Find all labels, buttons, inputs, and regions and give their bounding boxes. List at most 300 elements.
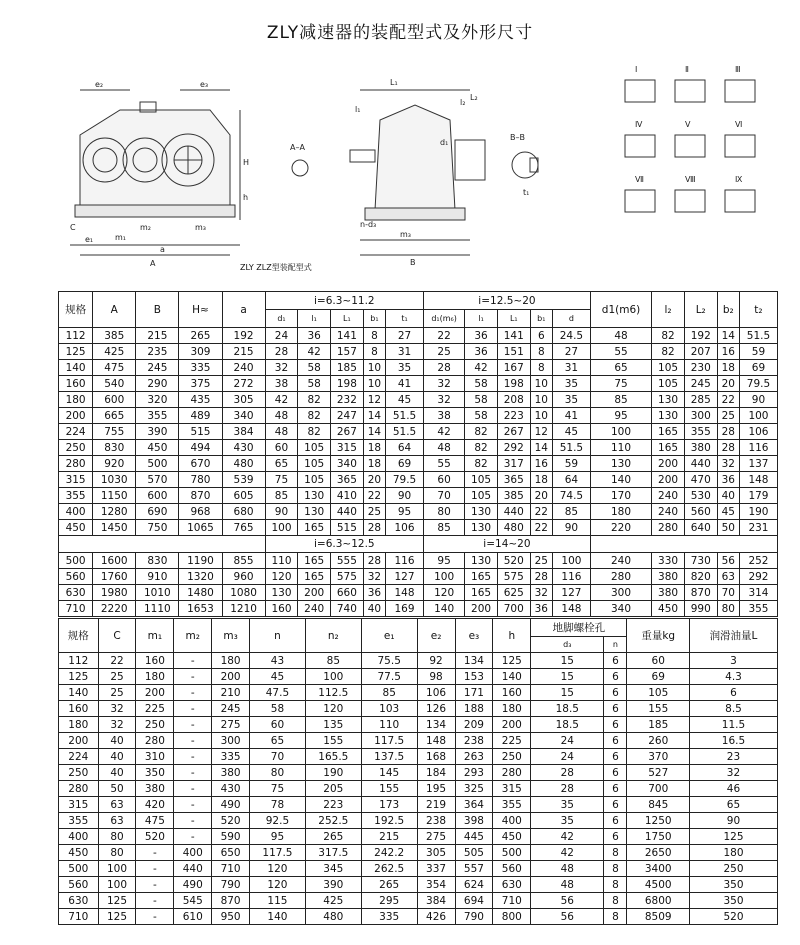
table-row	[59, 749, 778, 765]
table-cell: 60	[423, 472, 464, 488]
table-cell: 32	[423, 392, 464, 408]
table-cell: 590	[212, 829, 250, 845]
table-cell: 18.5	[531, 701, 604, 717]
table-cell: 290	[136, 376, 179, 392]
table-cell: 426	[417, 909, 455, 925]
table-cell: -	[174, 733, 212, 749]
table-cell: 58	[465, 408, 498, 424]
table-cell: 1320	[179, 569, 222, 585]
col-l1: l₁	[298, 310, 331, 328]
table-cell: 25	[717, 408, 739, 424]
table-cell: 130	[465, 520, 498, 536]
table-cell: 48	[531, 877, 604, 893]
table-cell: -	[174, 797, 212, 813]
col-b1-b: b₁	[530, 310, 552, 328]
table-cell: 520	[136, 829, 174, 845]
table-cell: 130	[652, 392, 685, 408]
table-cell: 520	[689, 909, 777, 925]
table-cell: 155	[305, 733, 361, 749]
table-cell: 137.5	[361, 749, 417, 765]
table-cell: 490	[212, 797, 250, 813]
col-l2: l₂	[652, 292, 685, 328]
table-cell: 6	[604, 701, 627, 717]
table-cell: 475	[136, 813, 174, 829]
table-cell: 200	[59, 733, 99, 749]
table-cell: 575	[497, 569, 530, 585]
col-t2: t₂	[739, 292, 777, 328]
table-cell: 700	[497, 601, 530, 617]
table-cell: 430	[222, 440, 265, 456]
table-cell: 8	[604, 861, 627, 877]
table-cell: 55	[590, 344, 651, 360]
table-cell: 198	[497, 376, 530, 392]
table-cell: 354	[417, 877, 455, 893]
table-cell: 500	[136, 456, 179, 472]
table-cell: -	[174, 813, 212, 829]
table-cell: 45	[552, 424, 590, 440]
table-cell: 400	[174, 845, 212, 861]
table-cell: 293	[455, 765, 493, 781]
table-cell: 200	[652, 472, 685, 488]
table-cell: 224	[59, 749, 99, 765]
table-cell: 60	[265, 440, 298, 456]
table-cell: 570	[136, 472, 179, 488]
table-row	[59, 488, 778, 504]
table-cell: 125	[98, 893, 136, 909]
table-cell: 475	[93, 360, 136, 376]
table-cell: 2220	[93, 601, 136, 617]
table-cell: 137	[739, 456, 777, 472]
table-cell: 59	[552, 456, 590, 472]
table-cell: 106	[417, 685, 455, 701]
table-cell: 185	[331, 360, 364, 376]
table-cell: 8	[604, 845, 627, 861]
table-cell: 520	[212, 813, 250, 829]
table-cell: 115	[250, 893, 306, 909]
table-cell: 180	[689, 845, 777, 861]
table-cell: 112	[59, 328, 93, 344]
table-cell: 59	[739, 344, 777, 360]
table-cell: 120	[265, 569, 298, 585]
table-cell: 650	[212, 845, 250, 861]
table-row	[59, 569, 778, 585]
table-row	[59, 813, 778, 829]
table-cell: 38	[265, 376, 298, 392]
table-cell: 1150	[93, 488, 136, 504]
table-cell: 95	[386, 504, 424, 520]
table-cell: 116	[386, 553, 424, 569]
table-cell: 28	[717, 440, 739, 456]
table-cell: 8	[363, 344, 385, 360]
table-cell: 200	[212, 669, 250, 685]
table-cell: 28	[265, 344, 298, 360]
table-cell: 31	[552, 360, 590, 376]
table-cell: 355	[684, 424, 717, 440]
table-cell: 22	[717, 392, 739, 408]
assembly-type-icons	[625, 65, 755, 212]
table-cell: 41	[552, 408, 590, 424]
col-L2: L₂	[684, 292, 717, 328]
table-cell: 200	[136, 685, 174, 701]
table-cell: 250	[59, 440, 93, 456]
table-row	[59, 893, 778, 909]
table-cell: 350	[689, 893, 777, 909]
table-cell: 64	[552, 472, 590, 488]
table-cell: 22	[423, 328, 464, 344]
table-cell: 25	[98, 669, 136, 685]
reducer-drawings	[40, 60, 780, 280]
table-cell: 245	[136, 360, 179, 376]
table2-body	[59, 653, 778, 925]
svg-text:Ⅴ: Ⅴ	[685, 120, 691, 129]
table-cell: 665	[93, 408, 136, 424]
table-cell: 190	[739, 504, 777, 520]
table-cell: 120	[305, 701, 361, 717]
table-cell: 755	[93, 424, 136, 440]
table-cell: 780	[179, 472, 222, 488]
table-cell: 740	[331, 601, 364, 617]
table-cell: 6	[604, 733, 627, 749]
table-cell: -	[174, 653, 212, 669]
table-cell: 79.5	[739, 376, 777, 392]
table-cell: 106	[386, 520, 424, 536]
table-cell: 48	[265, 408, 298, 424]
table-cell: 280	[652, 520, 685, 536]
table-cell: 116	[552, 569, 590, 585]
table-cell: 384	[222, 424, 265, 440]
table-cell: 8509	[627, 909, 690, 925]
table-cell: 120	[250, 861, 306, 877]
col-A: A	[93, 292, 136, 328]
table-cell: 192	[222, 328, 265, 344]
table-cell: -	[174, 717, 212, 733]
table-cell: 105	[652, 376, 685, 392]
table-row	[59, 653, 778, 669]
table-cell: 100	[739, 408, 777, 424]
table-cell: 425	[93, 344, 136, 360]
table-cell: 18.5	[531, 717, 604, 733]
table-cell: 3	[689, 653, 777, 669]
table-row	[59, 553, 778, 569]
table-cell: 450	[493, 829, 531, 845]
label-L1: L₁	[390, 78, 398, 87]
table-cell: 140	[59, 685, 99, 701]
col-L1-b: L₁	[497, 310, 530, 328]
table-cell: 173	[361, 797, 417, 813]
ratio-label-a: i=6.3~12.5	[265, 536, 423, 553]
table-cell: 300	[684, 408, 717, 424]
table-cell: 238	[455, 733, 493, 749]
table-cell: 710	[59, 909, 99, 925]
table-cell: 223	[497, 408, 530, 424]
table-cell: 845	[627, 797, 690, 813]
table-cell: 192	[684, 328, 717, 344]
table-cell: 4.3	[689, 669, 777, 685]
table-cell: 51.5	[386, 408, 424, 424]
table-cell: 8	[530, 344, 552, 360]
table-cell: 160	[59, 376, 93, 392]
table-cell: 8	[530, 360, 552, 376]
table-cell: 110	[361, 717, 417, 733]
type-6-icon	[725, 120, 755, 157]
table-cell: 232	[331, 392, 364, 408]
table-cell: 245	[684, 376, 717, 392]
table-cell: 45	[386, 392, 424, 408]
table-cell: 42	[531, 845, 604, 861]
table-cell: 750	[136, 520, 179, 536]
table-cell: 870	[684, 585, 717, 601]
table-cell: 198	[331, 376, 364, 392]
table-cell: 157	[331, 344, 364, 360]
table-cell: 16	[717, 344, 739, 360]
table-cell: 470	[684, 472, 717, 488]
table-cell: 35	[531, 797, 604, 813]
table-cell: 42	[423, 424, 464, 440]
table-cell: 1450	[93, 520, 136, 536]
table-cell: 35	[552, 376, 590, 392]
table-cell: 500	[59, 861, 99, 877]
table-cell: 69	[739, 360, 777, 376]
table-cell: 6	[604, 685, 627, 701]
table-row	[59, 456, 778, 472]
svg-text:Ⅵ: Ⅵ	[735, 120, 743, 129]
table-cell: 75.5	[361, 653, 417, 669]
table-cell: 130	[298, 488, 331, 504]
table-cell: 92	[417, 653, 455, 669]
table-cell: 185	[627, 717, 690, 733]
table-cell: 500	[59, 553, 93, 569]
table-cell: 80	[250, 765, 306, 781]
table-cell: -	[136, 909, 174, 925]
table-row	[59, 344, 778, 360]
table-cell: 325	[455, 781, 493, 797]
svg-text:Ⅶ: Ⅶ	[635, 175, 644, 184]
table-cell: 82	[652, 328, 685, 344]
table1-body-a	[59, 328, 778, 536]
table-cell: 920	[93, 456, 136, 472]
table-cell: 51.5	[739, 328, 777, 344]
table-cell: 520	[497, 553, 530, 569]
front-view-drawing	[70, 90, 240, 255]
table-cell: 45	[717, 504, 739, 520]
table-cell: 28	[531, 781, 604, 797]
table-cell: 100	[305, 669, 361, 685]
table-cell: 380	[652, 569, 685, 585]
table-cell: 85	[265, 488, 298, 504]
table-cell: 205	[305, 781, 361, 797]
table-cell: 184	[417, 765, 455, 781]
table-cell: 90	[386, 488, 424, 504]
table-cell: 125	[98, 909, 136, 925]
table-cell: 694	[455, 893, 493, 909]
table-cell: 425	[305, 893, 361, 909]
table-cell: 28	[363, 520, 385, 536]
table-cell: 215	[361, 829, 417, 845]
type-8-icon	[675, 175, 705, 212]
col-e1: e₁	[361, 619, 417, 653]
table-cell: 292	[739, 569, 777, 585]
table-row	[59, 781, 778, 797]
col-oil: 润滑油量L	[689, 619, 777, 653]
table-cell: 22	[530, 504, 552, 520]
table-cell: 165	[298, 520, 331, 536]
col-n2: n₂	[305, 619, 361, 653]
table-cell: 48	[531, 861, 604, 877]
table-cell: 69	[627, 669, 690, 685]
table-cell: 105	[465, 472, 498, 488]
label-section-bb: B–B	[510, 133, 525, 142]
table-cell: 515	[179, 424, 222, 440]
col-a: a	[222, 292, 265, 328]
col-spec-2: 规格	[59, 619, 99, 653]
table-cell: 380	[136, 781, 174, 797]
col-spec: 规格	[59, 292, 93, 328]
table-cell: 27	[552, 344, 590, 360]
table-cell: 10	[363, 360, 385, 376]
table-cell: 14	[530, 440, 552, 456]
table-cell: 75	[250, 781, 306, 797]
table-cell: 390	[305, 877, 361, 893]
table-cell: 6	[604, 717, 627, 733]
table-cell: 309	[179, 344, 222, 360]
table-cell: 400	[493, 813, 531, 829]
table-cell: 265	[361, 877, 417, 893]
table-cell: 365	[497, 472, 530, 488]
table-cell: 11.5	[689, 717, 777, 733]
table-cell: 65	[590, 360, 651, 376]
table-cell: 340	[590, 601, 651, 617]
table-cell: 250	[59, 765, 99, 781]
table-cell: 180	[59, 717, 99, 733]
table-cell: 106	[739, 424, 777, 440]
type-9-icon	[725, 175, 755, 212]
table-cell: 45	[250, 669, 306, 685]
table-cell: 110	[265, 553, 298, 569]
table-cell: 74.5	[552, 488, 590, 504]
table-cell: 545	[174, 893, 212, 909]
table-cell: 262.5	[361, 861, 417, 877]
col-b1: b₁	[363, 310, 385, 328]
table-cell: 32	[98, 717, 136, 733]
table-cell: 440	[174, 861, 212, 877]
table-cell: 1480	[179, 585, 222, 601]
table-cell: 398	[455, 813, 493, 829]
table-cell: 540	[93, 376, 136, 392]
table-row	[59, 909, 778, 925]
table-cell: 560	[493, 861, 531, 877]
table-cell: -	[174, 685, 212, 701]
label-n-d3: n-d₃	[360, 220, 377, 229]
table-cell: 380	[684, 440, 717, 456]
table-cell: 18	[363, 456, 385, 472]
table-cell: 710	[212, 861, 250, 877]
table-cell: 10	[363, 376, 385, 392]
table-cell: 36	[465, 344, 498, 360]
table-cell: 490	[174, 877, 212, 893]
table-cell: 350	[136, 765, 174, 781]
table-cell: 910	[136, 569, 179, 585]
label-e2: e₂	[95, 80, 104, 89]
table-cell: 400	[59, 829, 99, 845]
table-cell: 235	[136, 344, 179, 360]
table-cell: 230	[684, 360, 717, 376]
table-cell: 1280	[93, 504, 136, 520]
table-cell: 43	[250, 653, 306, 669]
table-cell: 315	[493, 781, 531, 797]
table-cell: 625	[497, 585, 530, 601]
table-cell: 335	[212, 749, 250, 765]
table-cell: 58	[465, 392, 498, 408]
table-cell: 105	[298, 456, 331, 472]
table-cell: 42	[531, 829, 604, 845]
table-cell: 15	[531, 653, 604, 669]
table-cell: 25	[423, 344, 464, 360]
table-cell: 16.5	[689, 733, 777, 749]
table-cell: 375	[179, 376, 222, 392]
table-cell: 20	[363, 472, 385, 488]
table-cell: 252.5	[305, 813, 361, 829]
type-5-icon	[675, 120, 705, 157]
table-cell: 950	[212, 909, 250, 925]
table-cell: 337	[417, 861, 455, 877]
table-cell: 135	[305, 717, 361, 733]
table-cell: 160	[136, 653, 174, 669]
table-cell: 690	[136, 504, 179, 520]
table1-ratio-row	[59, 536, 778, 553]
table-cell: 38	[423, 408, 464, 424]
table-cell: 505	[455, 845, 493, 861]
table-cell: 700	[627, 781, 690, 797]
table-cell: 100	[552, 553, 590, 569]
type-1-icon	[625, 65, 655, 102]
table-cell: 125	[689, 829, 777, 845]
table-cell: 680	[222, 504, 265, 520]
table-cell: 450	[59, 845, 99, 861]
table-cell: 295	[361, 893, 417, 909]
table-cell: 210	[212, 685, 250, 701]
table-cell: 36	[530, 601, 552, 617]
table-cell: 385	[93, 328, 136, 344]
table-cell: 130	[590, 456, 651, 472]
table-cell: 70	[423, 488, 464, 504]
table-cell: 50	[98, 781, 136, 797]
table-cell: -	[174, 701, 212, 717]
table-cell: 640	[684, 520, 717, 536]
table-cell: 82	[652, 344, 685, 360]
table-cell: 134	[417, 717, 455, 733]
table-cell: 1980	[93, 585, 136, 601]
col-b2: b₂	[717, 292, 739, 328]
page-title: ZLY减速器的装配型式及外形尺寸	[266, 23, 534, 43]
col-e3: e₃	[455, 619, 493, 653]
table-cell: 600	[136, 488, 179, 504]
table-cell: 32	[265, 360, 298, 376]
table-cell: 155	[627, 701, 690, 717]
table-cell: 6	[604, 765, 627, 781]
svg-text:Ⅲ: Ⅲ	[735, 65, 741, 74]
table-cell: 355	[493, 797, 531, 813]
table-cell: 18	[717, 360, 739, 376]
table-cell: 116	[739, 440, 777, 456]
table-cell: 140	[423, 601, 464, 617]
table-cell: 145	[361, 765, 417, 781]
table-cell: 1030	[93, 472, 136, 488]
table-cell: -	[174, 781, 212, 797]
table-cell: 35	[552, 392, 590, 408]
table-cell: 630	[59, 585, 93, 601]
table-cell: 385	[497, 488, 530, 504]
table-cell: 6	[530, 328, 552, 344]
